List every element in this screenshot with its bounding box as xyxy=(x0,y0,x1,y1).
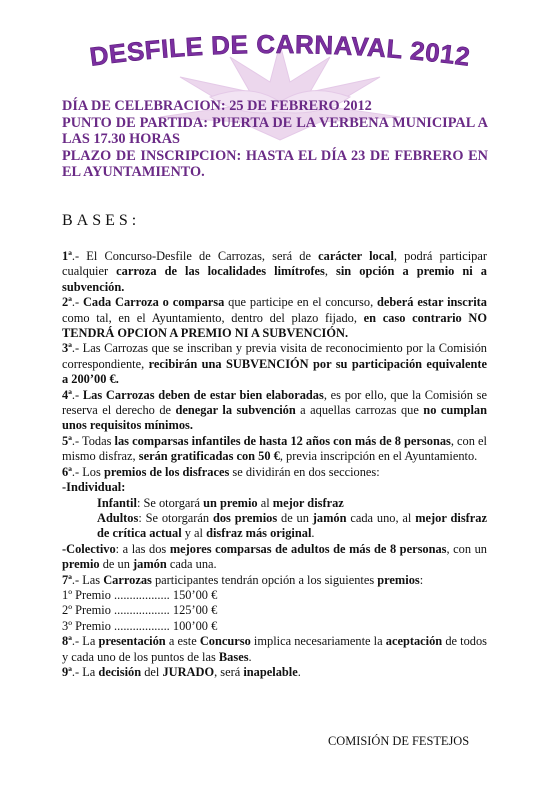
text-segment: carácter local xyxy=(318,249,394,263)
text-segment: 4ª xyxy=(62,387,72,402)
rule-7 xyxy=(62,573,487,588)
text-segment: , con un xyxy=(446,541,488,556)
text-segment: 6ª xyxy=(62,464,72,479)
text-segment: , podrá participar cualquier xyxy=(62,249,487,279)
text-segment: , es por ello, que la Comisión se reserva el derecho de xyxy=(62,387,488,418)
text-segment: del xyxy=(141,664,163,679)
text-segment: se dividirán en dos secciones: xyxy=(229,464,380,479)
text-segment: mejor disfraz xyxy=(272,495,344,510)
text-segment: premios xyxy=(377,572,420,587)
text-segment: al xyxy=(257,495,273,510)
text-segment: . xyxy=(311,526,315,541)
text-segment: Carrozas xyxy=(103,572,152,587)
text-segment: . xyxy=(248,649,252,664)
text-segment: participantes tendrán opción a los siguientes xyxy=(151,572,378,587)
infantil-prize xyxy=(62,496,487,511)
text-segment: .- El Concurso-Desfile de Carrozas, será de xyxy=(71,249,319,263)
text-segment: 1ª xyxy=(62,249,72,263)
rule-1 xyxy=(62,249,487,295)
text-segment: .- Las xyxy=(71,572,104,587)
text-segment: , previa inscripción en el Ayuntamiento. xyxy=(279,449,478,464)
rule-6 xyxy=(62,465,487,480)
text-segment: aceptación xyxy=(385,634,443,649)
text-segment: decisión xyxy=(98,664,142,679)
text-segment: .- Las Carrozas que se inscriban y previa visita de reconocimiento por la Comisión correspondiente, xyxy=(62,341,487,371)
text-segment: 7ª xyxy=(62,572,72,587)
rule-9 xyxy=(62,665,487,680)
text-segment: : Se otorgará xyxy=(136,495,204,510)
text-segment: denegar la subvención xyxy=(175,403,296,418)
text-segment: mejores comparsas de adultos de más de 8 personas xyxy=(169,541,447,556)
text-segment: 9ª xyxy=(62,664,72,679)
individual-label: -Individual: xyxy=(62,480,126,495)
text-segment: no cumplan unos requisitos mínimos. xyxy=(62,403,487,433)
colectivo-prize xyxy=(62,542,487,573)
prize-1: 1º Premio .................. 150’00 € xyxy=(62,587,218,602)
prize-2: 2º Premio .................. 125’00 € xyxy=(62,603,218,618)
text-segment: : Se otorgarán xyxy=(138,510,213,525)
text-segment: cada una. xyxy=(166,557,217,572)
text-segment: un premio xyxy=(203,495,258,510)
text-segment: 2ª xyxy=(62,295,72,310)
text-segment: las comparsas infantiles de hasta 12 años con más de 8 personas xyxy=(114,433,451,448)
text-segment: carroza de las localidades limítrofes xyxy=(116,264,325,279)
text-segment: Adultos xyxy=(97,510,139,525)
text-segment: sin opción a premio ni a subvención. xyxy=(62,264,488,294)
adultos-prize xyxy=(62,511,487,542)
text-segment: 8ª xyxy=(62,634,72,649)
text-segment: .- La xyxy=(71,664,99,679)
text-segment: , será xyxy=(214,664,244,679)
text-segment: Las Carrozas deben de estar bien elaboradas xyxy=(82,387,324,402)
text-segment: : a las dos xyxy=(115,541,170,556)
event-info xyxy=(62,98,488,181)
text-segment: de todos y cada uno de los puntos de las xyxy=(62,634,487,664)
rule-3 xyxy=(62,341,487,387)
page-title: DESFILE DE CARNAVAL 2012 xyxy=(87,28,473,72)
rule-2 xyxy=(62,295,487,341)
text-segment: en caso contrario NO TENDRÁ OPCION A PREMIO NI A SUBVENCIÓN. xyxy=(62,310,487,341)
starting-point: PUNTO DE PARTIDA: PUERTA DE LA VERBENA MUNICIPAL A LAS 17.30 HORAS xyxy=(62,114,488,147)
text-segment: de un xyxy=(99,557,134,572)
text-segment: Infantil xyxy=(97,495,137,510)
prize-3: 3º Premio .................. 100’00 € xyxy=(62,618,218,633)
text-segment: 5ª xyxy=(62,433,72,448)
text-segment: jamón xyxy=(133,557,167,572)
text-segment: implica necesariamente la xyxy=(250,634,386,649)
title-banner xyxy=(0,22,551,82)
text-segment: Concurso xyxy=(199,634,251,649)
celebration-date: DÍA DE CELEBRACION: 25 DE FEBRERO 2012 xyxy=(62,98,372,114)
text-segment: de un xyxy=(277,510,313,525)
text-segment: -Colectivo xyxy=(62,541,116,556)
text-segment: y al xyxy=(181,526,207,541)
text-segment: disfraz más original xyxy=(206,526,312,541)
text-segment: .- Todas xyxy=(71,433,115,448)
text-segment: jamón xyxy=(312,510,347,525)
text-segment: . xyxy=(297,664,301,679)
signature: COMISIÓN DE FESTEJOS xyxy=(328,734,470,748)
text-segment: serán gratificadas con 50 € xyxy=(138,449,280,464)
text-segment: 3ª xyxy=(62,341,72,356)
rule-8 xyxy=(62,634,487,665)
text-segment: .- xyxy=(71,295,83,310)
text-segment: JURADO xyxy=(162,664,215,679)
rule-5 xyxy=(62,434,487,465)
bases-heading: BASES: xyxy=(62,212,141,229)
rule-4 xyxy=(62,388,487,434)
text-segment: premio xyxy=(62,557,100,572)
text-segment: deberá estar inscrita xyxy=(377,295,487,310)
text-segment: Bases xyxy=(218,649,249,664)
text-segment: Cada Carroza o comparsa xyxy=(82,295,225,310)
text-segment: dos premios xyxy=(212,510,278,525)
text-segment: .- Los xyxy=(71,464,104,479)
text-segment: presentación xyxy=(98,634,166,649)
rules-body xyxy=(62,249,487,680)
text-segment: que participe en el concurso, xyxy=(224,295,378,310)
text-segment: , con el mismo disfraz, xyxy=(62,433,487,464)
text-segment: .- xyxy=(71,387,83,402)
text-segment: cada uno, al xyxy=(346,510,416,525)
text-segment: premios de los disfraces xyxy=(103,464,230,479)
text-segment: como tal, en el Ayuntamiento, dentro del plazo fijado, xyxy=(62,310,364,325)
text-segment: : xyxy=(419,572,424,587)
text-segment: inapelable xyxy=(243,664,298,679)
text-segment: mejor disfraz de crítica actual xyxy=(97,510,487,541)
text-segment: a este xyxy=(165,634,200,649)
text-segment: a aquellas carrozas que xyxy=(295,403,424,418)
text-segment: .- La xyxy=(71,634,99,649)
text-segment: , xyxy=(324,264,337,279)
registration-deadline: PLAZO DE INSCRIPCION: HASTA EL DÍA 23 DE FEBRERO EN EL AYUNTAMIENTO. xyxy=(62,147,488,180)
text-segment: recibirán una SUBVENCIÓN por su participación equivalente a 200’00 €. xyxy=(62,356,487,387)
